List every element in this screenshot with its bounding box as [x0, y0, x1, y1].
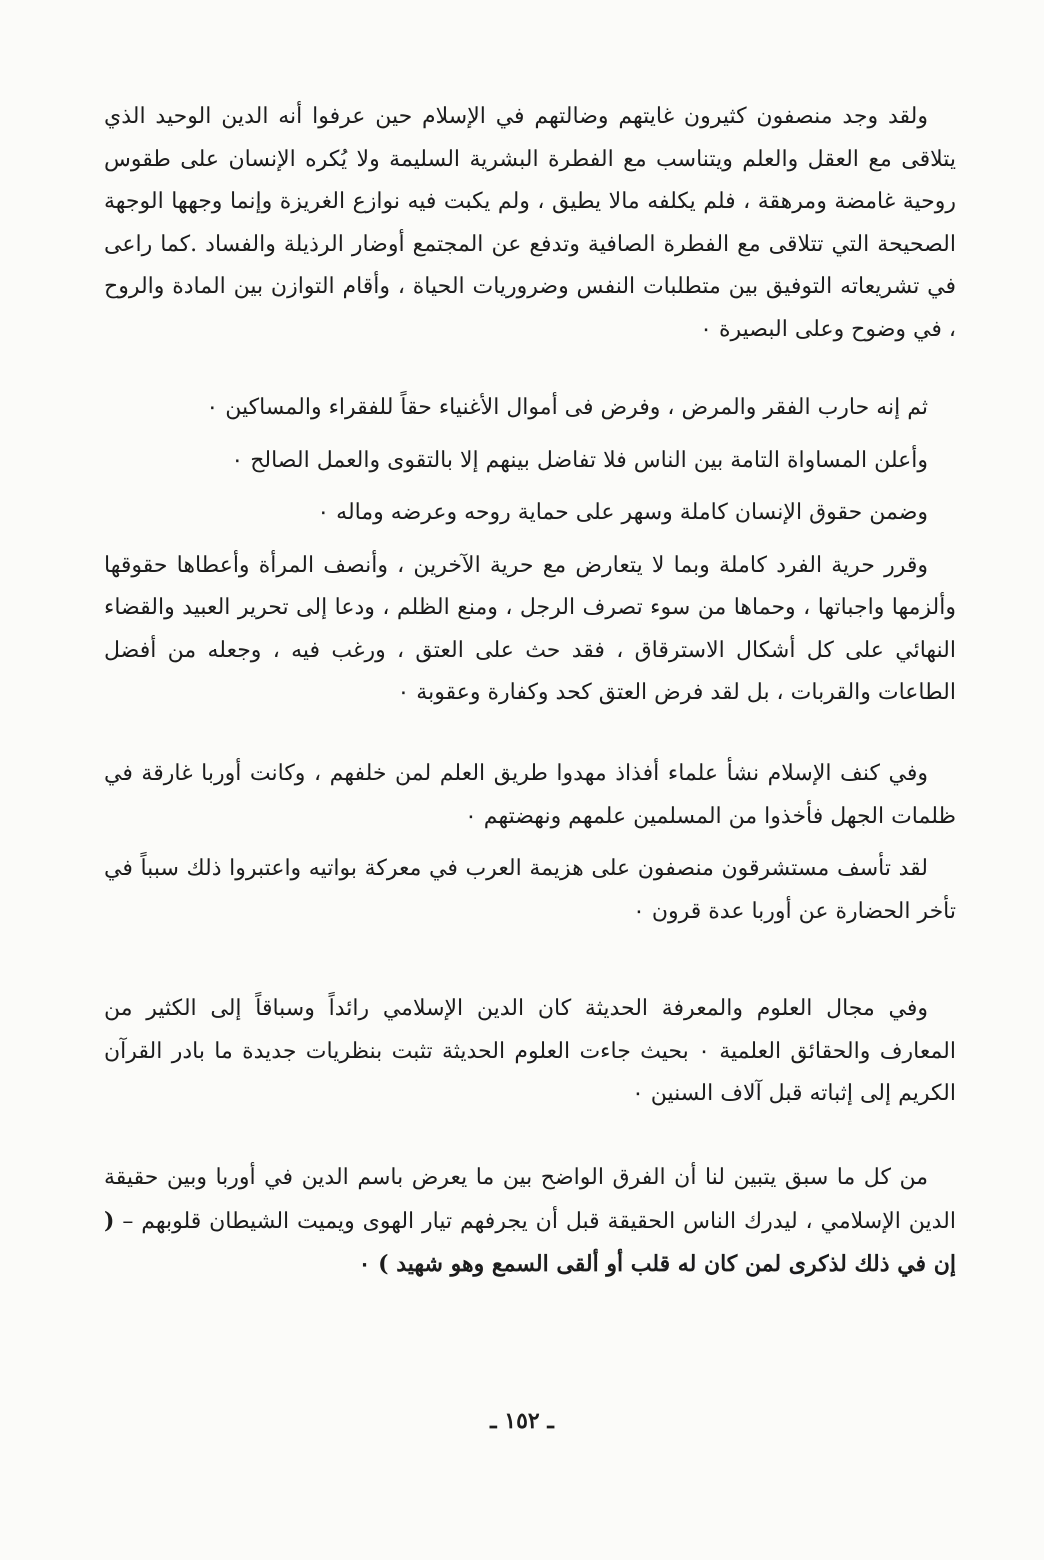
paragraph-equality: وأعلن المساواة التامة بين الناس فلا تفاضل بينهم إلا بالتقوى والعمل الصالح ٠ [231, 447, 928, 473]
paragraph-science: وفي مجال العلوم والمعرفة الحديثة كان الدين الإسلامي رائداً وسباقاً إلى الكثير من المعارف والحقائق العلمية ٠ بحيث جاءت العلوم الحديثة تثبت بنظريات جديدة ما بادر القرآن الكريم إلى إثباته قبل آلاف السنين ٠ [104, 996, 956, 1106]
paragraph-human-rights: وضمن حقوق الإنسان كاملة وسهر على حماية روحه وعرضه وماله ٠ [317, 500, 928, 525]
page-number: ـ ١٥٢ ـ [490, 1408, 554, 1434]
scholars-section [104, 753, 956, 933]
rights-section [104, 387, 956, 715]
conclusion-section [104, 1157, 956, 1287]
paragraph-conclusion [104, 1157, 956, 1287]
paragraph-poverty: ثم إنه حارب الفقر والمرض ، وفرض فى أموال الأغنياء حقاً للفقراء والمساكين ٠ [206, 395, 928, 420]
intro-section [104, 96, 956, 351]
conclusion-text: من كل ما سبق يتبين لنا أن الفرق الواضح بين ما يعرض باسم الدين في أوربا وبين حقيقة الدين الإسلامي ، ليدرك الناس الحقيقة قبل أن يجرفهم تيار الهوى ويميت الشيطان قلوبهم – [104, 1165, 956, 1234]
paragraph-scholars: وفي كنف الإسلام نشأ علماء أفذاذ مهدوا طريق العلم لمن خلفهم ، وكانت أوربا غارقة في ظلمات الجهل فأخذوا من المسلمين علمهم ونهضتهم ٠ [104, 761, 956, 829]
paragraph-orientalists: لقد تأسف مستشرقون منصفون على هزيمة العرب في معركة بواتيه واعتبروا ذلك سبباً في تأخر الحضارة عن أوربا عدة قرون ٠ [104, 856, 956, 924]
quran-quote: ( إن في ذلك لذكرى لمن كان له قلب أو ألقى السمع وهو شهيد ) ٠ [104, 1207, 956, 1277]
paragraph-freedom: وقرر حرية الفرد كاملة وبما لا يتعارض مع حرية الآخرين ، وأنصف المرأة وأعطاها حقوقها وألزمها واجباتها ، وحماها من سوء تصرف الرجل ، ومنع الظلم ، ودعا إلى تحرير العبيد والقضاء النهائي على كل أشكال الاسترقاق ، فقد حث على العتق ، ورغب فيه ، وجعله من أفضل الطاعات والقربات ، بل لقد فرض العتق كحد وكفارة وعقوبة ٠ [104, 552, 956, 705]
paragraph-islam-unique: ولقد وجد منصفون كثيرون غايتهم وضالتهم في الإسلام حين عرفوا أنه الدين الوحيد الذي يتلاقى مع العقل والعلم ويتناسب مع الفطرة البشرية السليمة ولا يُكره الإنسان على طقوس روحية غامضة ومرهقة ، فلم يكلفه مالا يطيق ، ولم يكبت فيه نوازع الغريزة وإنما وجهها الوجهة الصحيحة التي تتلاقى مع الفطرة الصافية وتدفع عن المجتمع أوضار الرذيلة والفساد .كما راعى في تشريعاته التوفيق بين متطلبات النفس وضروريات الحياة ، وأقام التوازن بين المادة والروح ، في وضوح وعلى البصيرة ٠ [104, 104, 956, 342]
science-section [104, 988, 956, 1116]
